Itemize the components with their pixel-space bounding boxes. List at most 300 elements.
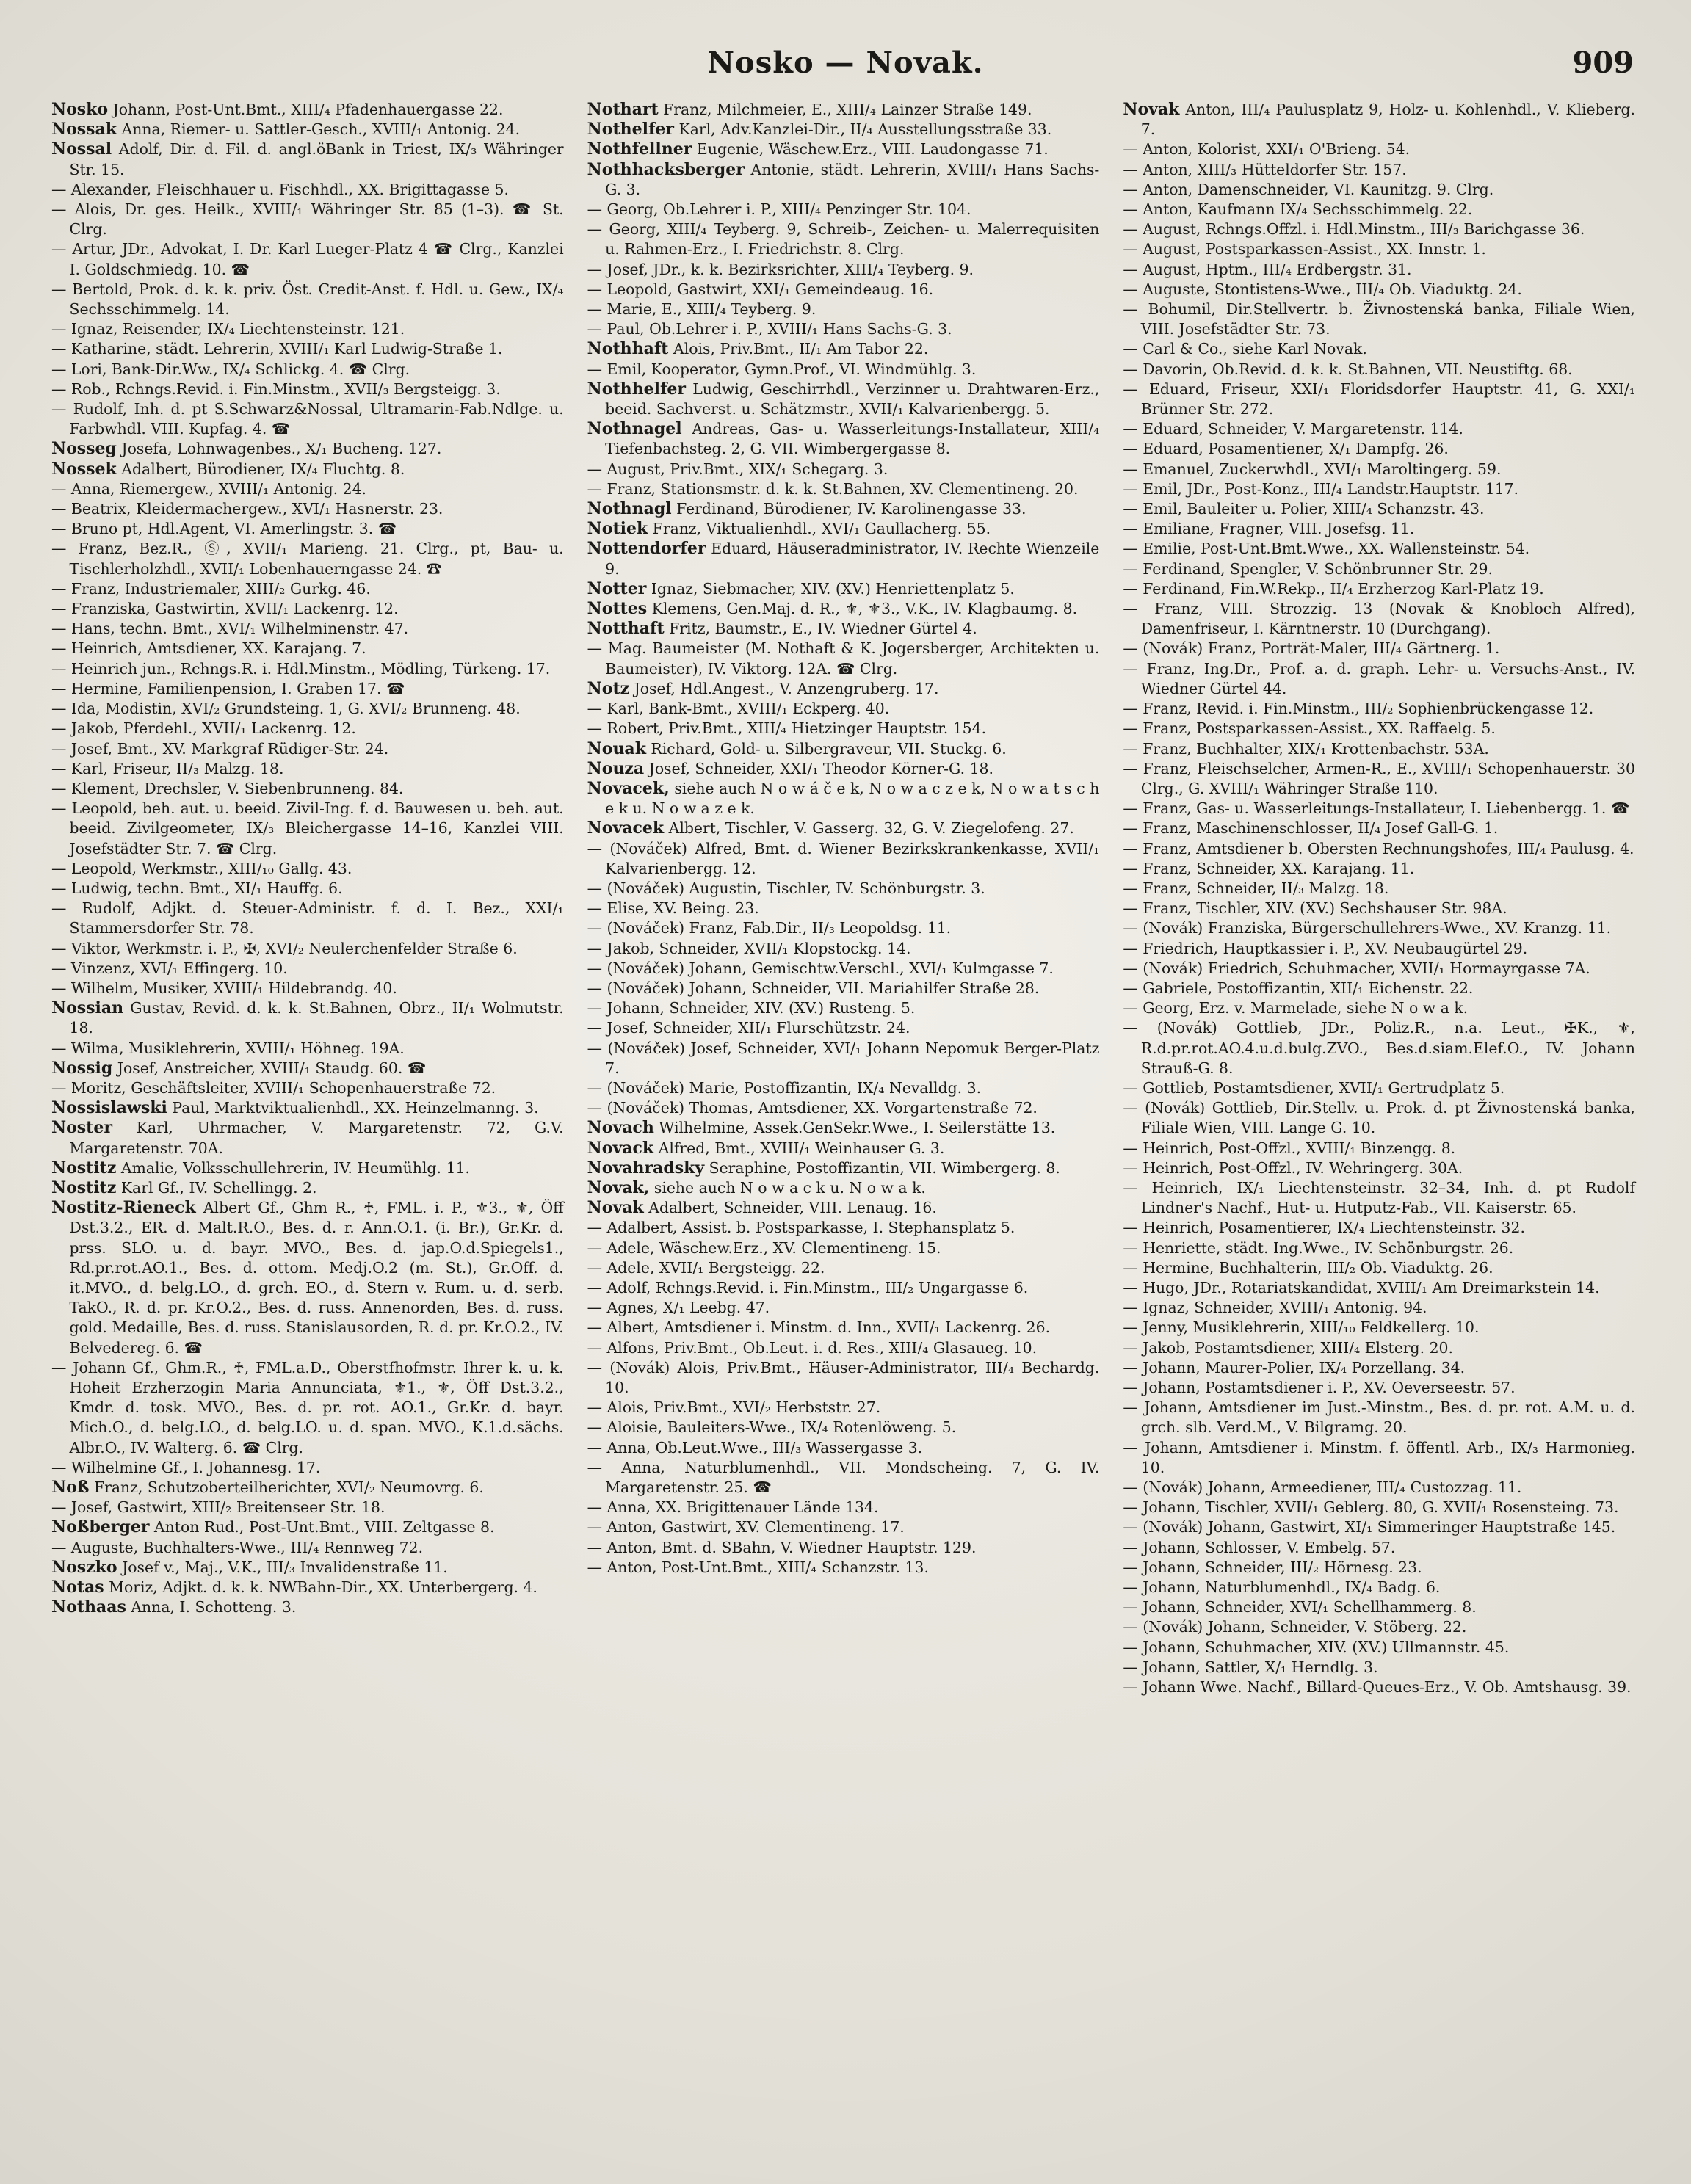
entry-text: — Jenny, Musiklehrerin, XIII/₁₀ Feldkellerg. 10. [1123,1318,1480,1337]
entry-text: — (Novák) Johann, Armeediener, III/₄ Custozzag. 11. [1123,1479,1522,1497]
directory-entry [1123,100,1635,139]
entry-text: — Leopold, Werkmstr., XIII/₁₀ Gallg. 43. [51,859,352,877]
directory-entry [51,139,564,179]
directory-entry [1123,759,1635,799]
directory-entry [587,200,1100,220]
directory-entry [587,1538,1100,1558]
directory-entry [1123,1438,1635,1478]
entry-headname: Notiek [587,519,648,539]
entry-headname: Nothhelfer [587,379,686,399]
directory-entry [1123,719,1635,739]
entry-headname: Nothart [587,100,659,119]
entry-text: — Eduard, Schneider, V. Margaretenstr. 114. [1123,420,1463,438]
directory-entry [587,139,1100,159]
directory-entry [51,120,564,139]
directory-entry [587,1458,1100,1498]
directory-entry [1123,160,1635,180]
directory-entry [51,200,564,239]
directory-entry [1123,959,1635,979]
entry-text: — Leopold, beh. aut. u. beeid. Zivil-Ing. f. d. Bauwesen u. beh. aut. beeid. Zivilgeometer, IX/₃ Bleichergasse 14–16, Kanzlei VIII. Josefstädter Str. 7. ☎ Clrg. [51,799,564,857]
entry-text: Eduard, Häuseradministrator, IV. Rechte Wienzeile 9. [605,540,1100,578]
entry-text: — Franz, Schneider, II/₃ Malzg. 18. [1123,879,1389,897]
directory-entry [587,1338,1100,1358]
directory-entry [587,719,1100,739]
entry-text: — Ignaz, Reisender, IX/₄ Liechtensteinstr. 121. [51,320,405,338]
directory-entry [1123,1398,1635,1437]
directory-column-right [1123,100,1640,2111]
directory-entry [587,918,1100,938]
directory-entry [1123,239,1635,259]
directory-entry [587,160,1100,200]
directory-entry [587,959,1100,979]
entry-text: — Auguste, Buchhalters-Wwe., III/₄ Rennweg 72. [51,1538,424,1556]
entry-text: — Karl, Bank-Bmt., XVIII/₁ Eckperg. 40. [587,700,890,718]
directory-entry [587,519,1100,539]
directory-entry [51,1597,564,1617]
directory-entry [587,260,1100,280]
entry-text: — Anna, XX. Brigittenauer Lände 134. [587,1498,879,1517]
directory-entry [1123,1677,1635,1697]
entry-headname: Noszko [51,1557,117,1577]
entry-text: — Lori, Bank-Dir.Ww., IX/₄ Schlickg. 4. ☎ Clrg. [51,360,410,378]
directory-entry [51,539,564,578]
entry-text: — Georg, Ob.Lehrer i. P., XIII/₄ Penzinger Str. 104. [587,200,971,219]
directory-entry [51,519,564,539]
directory-entry [1123,979,1635,998]
entry-text: — (Nováček) Josef, Schneider, XVI/₁ Johann Nepomuk Berger-Platz 7. [587,1039,1100,1077]
directory-entry [587,1218,1100,1238]
directory-entry [51,319,564,339]
entry-headname: Nothfellner [587,139,692,159]
entry-text: Ferdinand, Bürodiener, IV. Karolinengasse 33. [671,500,1026,518]
directory-entry [1123,879,1635,899]
directory-entry [51,1478,564,1498]
entry-text: — Josef, Gastwirt, XIII/₂ Breitenseer Str. 18. [51,1498,385,1517]
entry-text: — (Nováček) Franz, Fab.Dir., II/₃ Leopoldsg. 11. [587,919,952,937]
directory-entry [1123,220,1635,239]
entry-text: — (Novák) Franz, Porträt-Maler, III/₄ Gärtnerg. 1. [1123,639,1500,658]
entry-text: — Anna, Riemergew., XVIII/₁ Antonig. 24. [51,479,367,498]
directory-entry [51,1498,564,1517]
entry-text: Adalbert, Bürodiener, IX/₄ Fluchtg. 8. [116,460,405,478]
entry-text: — Eduard, Posamentiener, X/₁ Dampfg. 26. [1123,440,1449,458]
entry-text: — Ferdinand, Spengler, V. Schönbrunner Str. 29. [1123,559,1493,578]
directory-entry [1123,1218,1635,1238]
directory-entry [587,1198,1100,1218]
directory-entry [587,1139,1100,1158]
directory-entry [1123,1617,1635,1637]
entry-text: — August, Postsparkassen-Assist., XX. Innstr. 1. [1123,240,1486,258]
entry-text: — Wilma, Musiklehrerin, XVIII/₁ Höhneg. 19A. [51,1039,405,1057]
entry-text: Anton, III/₄ Paulusplatz 9, Holz- u. Kohlenhdl., V. Klieberg. 7. [1140,101,1635,139]
directory-entry [51,360,564,380]
directory-entry [51,180,564,200]
entry-headname: Nouak [587,739,646,758]
entry-text: — Franz, Bez.R., Ⓢ, XVII/₁ Marieng. 21. Clrg., pt, Bau- u. Tischlerholzhdl., XVII/₁ Lobenhauerngasse 24. ☎ [51,540,564,578]
entry-headname: Nossig [51,1058,113,1078]
directory-entry [51,1178,564,1198]
entry-text: — Ignaz, Schneider, XVIII/₁ Antonig. 94. [1123,1299,1427,1317]
entry-text: — Vinzenz, XVI/₁ Effingerg. 10. [51,959,288,977]
entry-text: — Johann, Amtsdiener im Just.-Minstm., Bes. d. pr. rot. A.M. u. d. grch. slb. Verd.M., V. Bilgramg. 20. [1123,1398,1635,1437]
entry-text: — Jakob, Postamtsdiener, XIII/₄ Elsterg. 20. [1123,1338,1453,1357]
directory-entry [1123,1498,1635,1517]
entry-text: Andreas, Gas- u. Wasserleitungs-Installateur, XIII/₄ Tiefenbachsteg. 2, G. VII. Wimbergergasse 8. [605,420,1100,458]
directory-entry [587,499,1100,519]
directory-entry [587,319,1100,339]
directory-entry [587,1158,1100,1178]
entry-text: — Anton, Kolorist, XXI/₁ O'Brieng. 54. [1123,140,1411,159]
directory-entry [1123,1338,1635,1358]
entry-text: — (Nováček) Thomas, Amtsdiener, XX. Vorgartenstraße 72. [587,1099,1038,1117]
directory-entry [51,799,564,859]
directory-entry [587,679,1100,699]
entry-headname: Noster [51,1118,112,1138]
directory-entry [1123,180,1635,200]
entry-text: — (Novák) Alois, Priv.Bmt., Häuser-Administrator, III/₄ Bechardg. 10. [587,1358,1100,1396]
directory-entry [1123,360,1635,380]
entry-text: — Elise, XV. Being. 23. [587,899,759,918]
entry-text: — (Novák) Franziska, Bürgerschullehrers-Wwe., XV. Kranzg. 11. [1123,919,1612,937]
entry-text: Ludwig, Geschirrhdl., Verzinner u. Drahtwaren-Erz., beeid. Sachverst. u. Schätzmstr., XVII/₁ Kalvarienbergg. 5. [605,380,1100,418]
entry-text: — Franz, Amtsdiener b. Obersten Rechnungshofes, III/₄ Paulusg. 4. [1123,839,1634,857]
entry-text: — Alfons, Priv.Bmt., Ob.Leut. i. d. Res., XIII/₄ Glasaueg. 10. [587,1338,1038,1357]
entry-text: Karl, Adv.Kanzlei-Dir., II/₄ Ausstellungsstraße 33. [674,120,1052,139]
directory-entry [51,1578,564,1597]
entry-headname: Novacek, [587,778,670,798]
entry-headname: Nottendorfer [587,539,706,559]
directory-entry [587,1039,1100,1078]
entry-text: — Bertold, Prok. d. k. k. priv. Öst. Credit-Anst. f. Hdl. u. Gew., IX/₄ Sechsschimmelg. 14. [51,280,564,319]
directory-entry [51,380,564,399]
entry-text: Albert Gf., Ghm R., ♰, FML. i. P., ⚜3., ⚜, Öff Dst.3.2., ER. d. Malt.R.O., Bes. d. r. Ann.O.1. (i. Br.), Gr.Kr. d. prss. SLO. u. d. bayr. MVO., Bes. d. jap.O.d.Spiegels1., Rd.pr.rot.AO.1., Bes. d. ottom. Medj.O.2 (m. St.), Gr.Off. d. it.MVO., d. belg.LO., d. grch. EO., d. Stern v. Rum. u. d. serb. TakO., R. d. pr. Kr.O.2., Bes. d. russ. Annenorden, Bes. d. russ. gold. Medaille, Bes. d. russ. Stanislausorden, R. d. pr. Kr.O.2., IV. Belvedereg. 6. ☎ [69,1199,564,1357]
entry-text: — Anton, Bmt. d. SBahn, V. Wiedner Hauptstr. 129. [587,1538,977,1556]
entry-text: — Anton, Damenschneider, VI. Kaunitzg. 9. Clrg. [1123,180,1494,198]
entry-text: — Alois, Dr. ges. Heilk., XVIII/₁ Währinger Str. 85 (1–3). ☎ St. Clrg. [51,200,564,239]
directory-entry [51,1158,564,1178]
directory-entry [51,779,564,799]
entry-headname: Nosko [51,100,109,119]
directory-entry [1123,1517,1635,1537]
directory-entry [51,100,564,120]
entry-text: — (Nováček) Johann, Gemischtw.Verschl., XVI/₁ Kulmgasse 7. [587,959,1054,977]
directory-entry [1123,380,1635,419]
entry-text: — Anna, Naturblumenhdl., VII. Mondscheing. 7, G. IV. Margaretenstr. 25. ☎ [587,1458,1100,1497]
directory-entry [51,899,564,938]
directory-entry [587,699,1100,719]
entry-text: Ignaz, Siebmacher, XIV. (XV.) Henriettenplatz 5. [646,579,1015,598]
directory-entry [51,460,564,479]
entry-text: — Heinrich, Post-Offzl., IV. Wehringerg. 30A. [1123,1158,1463,1177]
entry-text: — Heinrich, Posamentierer, IX/₄ Liechtensteinstr. 32. [1123,1219,1525,1237]
directory-entry [587,1558,1100,1578]
entry-headname: Nothelfer [587,120,675,139]
entry-headname: Nossek [51,459,117,479]
entry-headname: Nostitz-Rieneck [51,1198,196,1218]
directory-entry [1123,1018,1635,1078]
directory-entry [1123,260,1635,280]
directory-entry [1123,419,1635,439]
entry-text: — Emil, JDr., Post-Konz., III/₄ Landstr.Hauptstr. 117. [1123,479,1518,498]
entry-text: — Ferdinand, Fin.W.Rekp., II/₄ Erzherzog Karl-Platz 19. [1123,579,1544,598]
directory-entry [1123,859,1635,879]
entry-text: — Karl, Friseur, II/₃ Malzg. 18. [51,759,284,777]
entry-headname: Novak [587,1198,644,1218]
entry-text: — August, Priv.Bmt., XIX/₁ Schegarg. 3. [587,460,888,478]
directory-column-left [51,100,568,2111]
directory-entry [1123,899,1635,918]
directory-entry [1123,739,1635,759]
entry-text: — Anna, Ob.Leut.Wwe., III/₃ Wassergasse 3. [587,1438,923,1456]
directory-entry [1123,1597,1635,1617]
entry-text: — Johann Gf., Ghm.R., ♰, FML.a.D., Oberstfhofmstr. Ihrer k. u. k. Hoheit Erzherzogin Maria Annunciata, ⚜1., ⚜, Öff Dst.3.2., Kmdr. d. tosk. MVO., Bes. d. pr. rot. AO.1., Gr.Kr. d. bayr. Mich.O., d. belg.LO., d. belg.LO. u. d. span. MVO., K.1.d.sächs. Albr.O., IV. Walterg. 6. ☎ Clrg. [51,1358,564,1456]
entry-text: — Eduard, Friseur, XXI/₁ Floridsdorfer Hauptstr. 41, G. XXI/₁ Brünner Str. 272. [1123,380,1635,418]
entry-text: — Johann, Sattler, X/₁ Herndlg. 3. [1123,1658,1378,1676]
entry-text: — Adele, XVII/₁ Bergsteigg. 22. [587,1258,825,1277]
directory-entry [51,879,564,899]
directory-entry [587,639,1100,678]
page-header [51,46,1640,94]
entry-text: — Johann, Naturblumenhdl., IX/₄ Badg. 6. [1123,1578,1441,1597]
directory-entry [51,759,564,779]
entry-text: — Josef, Schneider, XII/₁ Flurschützstr. 24. [587,1019,910,1037]
directory-entry [51,339,564,359]
directory-entry [51,719,564,739]
directory-entry [1123,1078,1635,1098]
entry-text: — Franz, Gas- u. Wasserleitungs-Installateur, I. Liebenbergg. 1. ☎ [1123,799,1630,818]
entry-text: — Franz, Industriemaler, XIII/₂ Gurkg. 46. [51,579,371,598]
entry-text: — Rob., Rchngs.Revid. i. Fin.Minstm., XVII/₃ Bergsteigg. 3. [51,380,501,398]
entry-text: Adolf, Dir. d. Fil. d. angl.öBank in Triest, IX/₃ Währinger Str. 15. [69,140,564,178]
entry-text: — (Nováček) Johann, Schneider, VII. Mariahilfer Straße 28. [587,979,1040,997]
entry-headname: Novack [587,1138,654,1158]
directory-entry [1123,1139,1635,1158]
entry-text: — (Novák) Gottlieb, Dir.Stellv. u. Prok. d. pt Živnostenská banka, Filiale Wien, VIII. Lange G. 10. [1123,1099,1635,1137]
entry-text: — Franz, Tischler, XIV. (XV.) Sechshauser Str. 98A. [1123,899,1507,918]
directory-entry [1123,539,1635,559]
entry-text: — Johann, Schneider, XVI/₁ Schellhammerg. 8. [1123,1598,1477,1617]
directory-entry [587,1418,1100,1437]
entry-text: — Hugo, JDr., Rotariatskandidat, XVIII/₁ Am Dreimarkstein 14. [1123,1278,1600,1296]
directory-entry [51,399,564,439]
directory-entry [51,1517,564,1537]
entry-text: — Heinrich, Amtsdiener, XX. Karajang. 7. [51,639,366,658]
directory-entry [587,1178,1100,1198]
directory-entry [51,959,564,979]
directory-entry [587,220,1100,259]
entry-text: — Ludwig, techn. Bmt., XI/₁ Hauffg. 6. [51,879,343,897]
directory-entry [1123,659,1635,699]
entry-headname: Nossal [51,139,112,159]
directory-entry [1123,918,1635,938]
entry-text: Josef, Anstreicher, XVIII/₁ Staudg. 60. ☎ [112,1059,427,1077]
directory-entry [51,280,564,319]
entry-text: — Heinrich, IX/₁ Liechtensteinstr. 32–34, Inh. d. pt Rudolf Lindner's Nachf., Hut- u. Hutputz-Fab., VII. Kaiserstr. 65. [1123,1178,1635,1217]
directory-entry [587,1298,1100,1318]
entry-text: — Beatrix, Kleidermachergew., XVI/₁ Hasnerstr. 23. [51,500,443,518]
directory-entry [587,779,1100,819]
entry-text: — Carl & Co., siehe Karl Novak. [1123,340,1367,358]
entry-text: — Heinrich jun., Rchngs.R. i. Hdl.Minstm., Mödling, Türkeng. 17. [51,659,551,678]
directory-entry [587,460,1100,479]
entry-text: — (Novák) Johann, Schneider, V. Stöberg. 22. [1123,1618,1467,1636]
directory-column-middle [587,100,1104,2111]
directory-entry [1123,1558,1635,1578]
entry-text: — Katharine, städt. Lehrerin, XVIII/₁ Karl Ludwig-Straße 1. [51,340,503,358]
directory-entry [51,1558,564,1578]
entry-text: — Albert, Amtsdiener i. Minstm. d. Inn., XVII/₁ Lackenrg. 26. [587,1318,1051,1337]
directory-entry [1123,139,1635,159]
entry-headname: Nostitz [51,1158,117,1178]
directory-entry [587,479,1100,499]
directory-entry [1123,1538,1635,1558]
entry-text: Josefa, Lohnwagenbes., X/₁ Bucheng. 127. [116,440,442,458]
entry-text: — Franz, Ing.Dr., Prof. a. d. graph. Lehr- u. Versuchs-Anst., IV. Wiedner Gürtel 44. [1123,659,1635,697]
directory-entry [587,1517,1100,1537]
entry-text: — Agnes, X/₁ Leebg. 47. [587,1299,770,1317]
entry-text: — Davorin, Ob.Revid. d. k. k. St.Bahnen, VII. Neustiftg. 68. [1123,360,1573,378]
directory-entry [1123,1158,1635,1178]
directory-entry [1123,300,1635,339]
entry-text: — Jakob, Schneider, XVII/₁ Klopstockg. 14. [587,939,911,957]
entry-headname: Nossislawski [51,1098,167,1118]
directory-entry [51,739,564,759]
entry-text: — Georg, Erz. v. Marmelade, siehe N o w a k. [1123,999,1469,1017]
directory-entry [587,1438,1100,1458]
directory-entry [1123,939,1635,959]
directory-entry [1123,998,1635,1018]
entry-text: — Emil, Kooperator, Gymn.Prof., VI. Windmühlg. 3. [587,360,977,378]
directory-entry [587,1498,1100,1517]
directory-entry [1123,519,1635,539]
entry-text: — (Novák) Gottlieb, JDr., Poliz.R., n.a. Leut., ✠K., ⚜, R.d.pr.rot.AO.4.u.d.bulg.ZVO., Bes.d.siam.Elef.O., IV. Johann Strauß-G. 8. [1123,1019,1635,1077]
entry-headname: Notter [587,578,647,598]
directory-entry [1123,1358,1635,1378]
entry-text: Fritz, Baumstr., E., IV. Wiedner Gürtel 4. [664,620,977,638]
entry-text: — Artur, JDr., Advokat, I. Dr. Karl Lueger-Platz 4 ☎ Clrg., Kanzlei I. Goldschmiedg. 10. ☎ [51,240,564,278]
directory-entry [587,1078,1100,1098]
entry-text: — Johann, Schlosser, V. Embelg. 57. [1123,1538,1396,1556]
entry-text: Franz, Schutzoberteilherichter, XVI/₂ Neumovrg. 6. [89,1479,484,1497]
directory-entry [587,300,1100,319]
entry-text: — Franz, Fleischselcher, Armen-R., E., XVIII/₁ Schopenhauerstr. 30 Clrg., G. XVIII/₁ Währinger Straße 110. [1123,759,1635,797]
entry-text: — Franz, VIII. Strozzig. 13 (Novak & Knobloch Alfred), Damenfriseur, I. Kärntnerstr. 10 (Durchgang). [1123,600,1635,638]
directory-entry [1123,1658,1635,1677]
directory-entry [51,599,564,619]
directory-entry [51,479,564,499]
directory-entry [1123,499,1635,519]
directory-entry [1123,1098,1635,1138]
directory-entry [51,979,564,998]
directory-entry [587,619,1100,639]
entry-headname: Nottes [587,599,648,619]
directory-entry [587,100,1100,120]
entry-text: — Wilhelm, Musiker, XVIII/₁ Hildebrandg. 40. [51,979,397,997]
entry-text: — Friedrich, Hauptkassier i. P., XV. Neubaugürtel 29. [1123,939,1528,957]
entry-headname: Novach [587,1118,654,1138]
entry-text: siehe auch N o w a c k u. N o w a k. [649,1178,926,1197]
entry-text: — Adalbert, Assist. b. Postsparkasse, I. Stephansplatz 5. [587,1219,1015,1237]
directory-entry [1123,639,1635,659]
entry-text: — Johann, Schuhmacher, XIV. (XV.) Ullmannstr. 45. [1123,1638,1510,1656]
entry-text: — Bohumil, Dir.Stellvertr. b. Živnostenská banka, Filiale Wien, VIII. Josefstädter Str. 73. [1123,300,1635,338]
directory-entry [587,1358,1100,1398]
directory-entry [1123,1478,1635,1498]
entry-headname: Nothhacksberger [587,159,745,179]
directory-entry [587,1318,1100,1338]
entry-text: Adalbert, Schneider, VIII. Lenaug. 16. [643,1199,937,1217]
directory-entry [1123,460,1635,479]
entry-text: — Franz, Revid. i. Fin.Minstm., III/₂ Sophienbrückengasse 12. [1123,700,1594,718]
directory-entry [1123,200,1635,220]
entry-text: — Franziska, Gastwirtin, XVII/₁ Lackenrg. 12. [51,600,399,618]
entry-text: Josef, Hdl.Angest., V. Anzengruberg. 17. [629,679,939,697]
directory-entry [51,679,564,699]
directory-entry [587,380,1100,419]
directory-entry [51,579,564,599]
entry-text: — August, Rchngs.Offzl. i. Hdl.Minstm., III/₃ Barichgasse 36. [1123,220,1585,239]
entry-text: Wilhelmine, Assek.GenSekr.Wwe., I. Seilerstätte 13. [653,1119,1056,1137]
directory-entry [587,120,1100,139]
entry-text: — Franz, Schneider, XX. Karajang. 11. [1123,859,1415,877]
directory-entry [587,939,1100,959]
directory-entry [587,1258,1100,1278]
directory-entry [51,1059,564,1078]
page-title: Nosko — Novak. [707,46,984,80]
directory-entry [587,759,1100,779]
directory-entry [587,879,1100,899]
directory-entry [51,939,564,959]
directory-entry [1123,1178,1635,1218]
entry-text: — Georg, XIII/₄ Teyberg. 9, Schreib-, Zeichen- u. Malerrequisiten u. Rahmen-Erz., I. Friedrichstr. 8. Clrg. [587,220,1100,258]
entry-text: — Alois, Priv.Bmt., XVI/₂ Herbststr. 27. [587,1398,881,1417]
directory-entry [587,280,1100,300]
entry-text: Karl Gf., IV. Schellingg. 2. [116,1178,317,1197]
entry-text: — Anton, Kaufmann IX/₄ Sechsschimmelg. 22. [1123,200,1473,219]
directory-entry [51,639,564,659]
entry-text: — Johann, Tischler, XVII/₁ Geblerg. 80, G. XVII/₁ Rosensteing. 73. [1123,1498,1619,1517]
entry-text: siehe auch N o w á č e k, N o w a c z e k, N o w a t s c h e k u. N o w a z e k. [605,779,1100,818]
directory-entry [51,619,564,639]
entry-text: Klemens, Gen.Maj. d. R., ⚜, ⚜3., V.K., IV. Klagbaumg. 8. [647,600,1078,618]
entry-text: — Auguste, Stontistens-Wwe., III/₄ Ob. Viaduktg. 24. [1123,280,1522,298]
entry-text: — Johann, Maurer-Polier, IX/₄ Porzellang. 34. [1123,1358,1466,1376]
entry-text: — Adolf, Rchngs.Revid. i. Fin.Minstm., III/₂ Ungargasse 6. [587,1278,1029,1296]
directory-entry [587,979,1100,998]
entry-text: — Marie, E., XIII/₄ Teyberg. 9. [587,300,816,319]
entry-headname: Novahradsky [587,1158,705,1178]
entry-text: — (Nováček) Augustin, Tischler, IV. Schönburgstr. 3. [587,879,985,897]
entry-text: — Emilie, Post-Unt.Bmt.Wwe., XX. Wallensteinstr. 54. [1123,540,1530,558]
entry-text: — Hermine, Familienpension, I. Graben 17. ☎ [51,679,405,697]
entry-text: Anna, I. Schotteng. 3. [126,1598,297,1617]
entry-text: — Aloisie, Bauleiters-Wwe., IX/₄ Rotenlöweng. 5. [587,1418,957,1437]
entry-headname: Novacek [587,819,665,838]
entry-headname: Nostitz [51,1178,117,1197]
directory-entry [1123,1378,1635,1398]
directory-entry [587,819,1100,838]
entry-text: — Hans, techn. Bmt., XVI/₁ Wilhelminenstr. 47. [51,620,409,638]
directory-entry [1123,479,1635,499]
entry-text: — Franz, Buchhalter, XIX/₁ Krottenbachstr. 53A. [1123,739,1489,758]
directory-entry [1123,1638,1635,1658]
entry-text: — Adele, Wäschew.Erz., XV. Clementineng. 15. [587,1238,941,1257]
entry-headname: Noßberger [51,1517,150,1537]
entry-text: Amalie, Volksschullehrerin, IV. Heumühlg. 11. [116,1158,470,1177]
directory-entry [587,739,1100,759]
directory-entry [587,1118,1100,1138]
entry-text: Anton Rud., Post-Unt.Bmt., VIII. Zeltgasse 8. [149,1518,495,1537]
